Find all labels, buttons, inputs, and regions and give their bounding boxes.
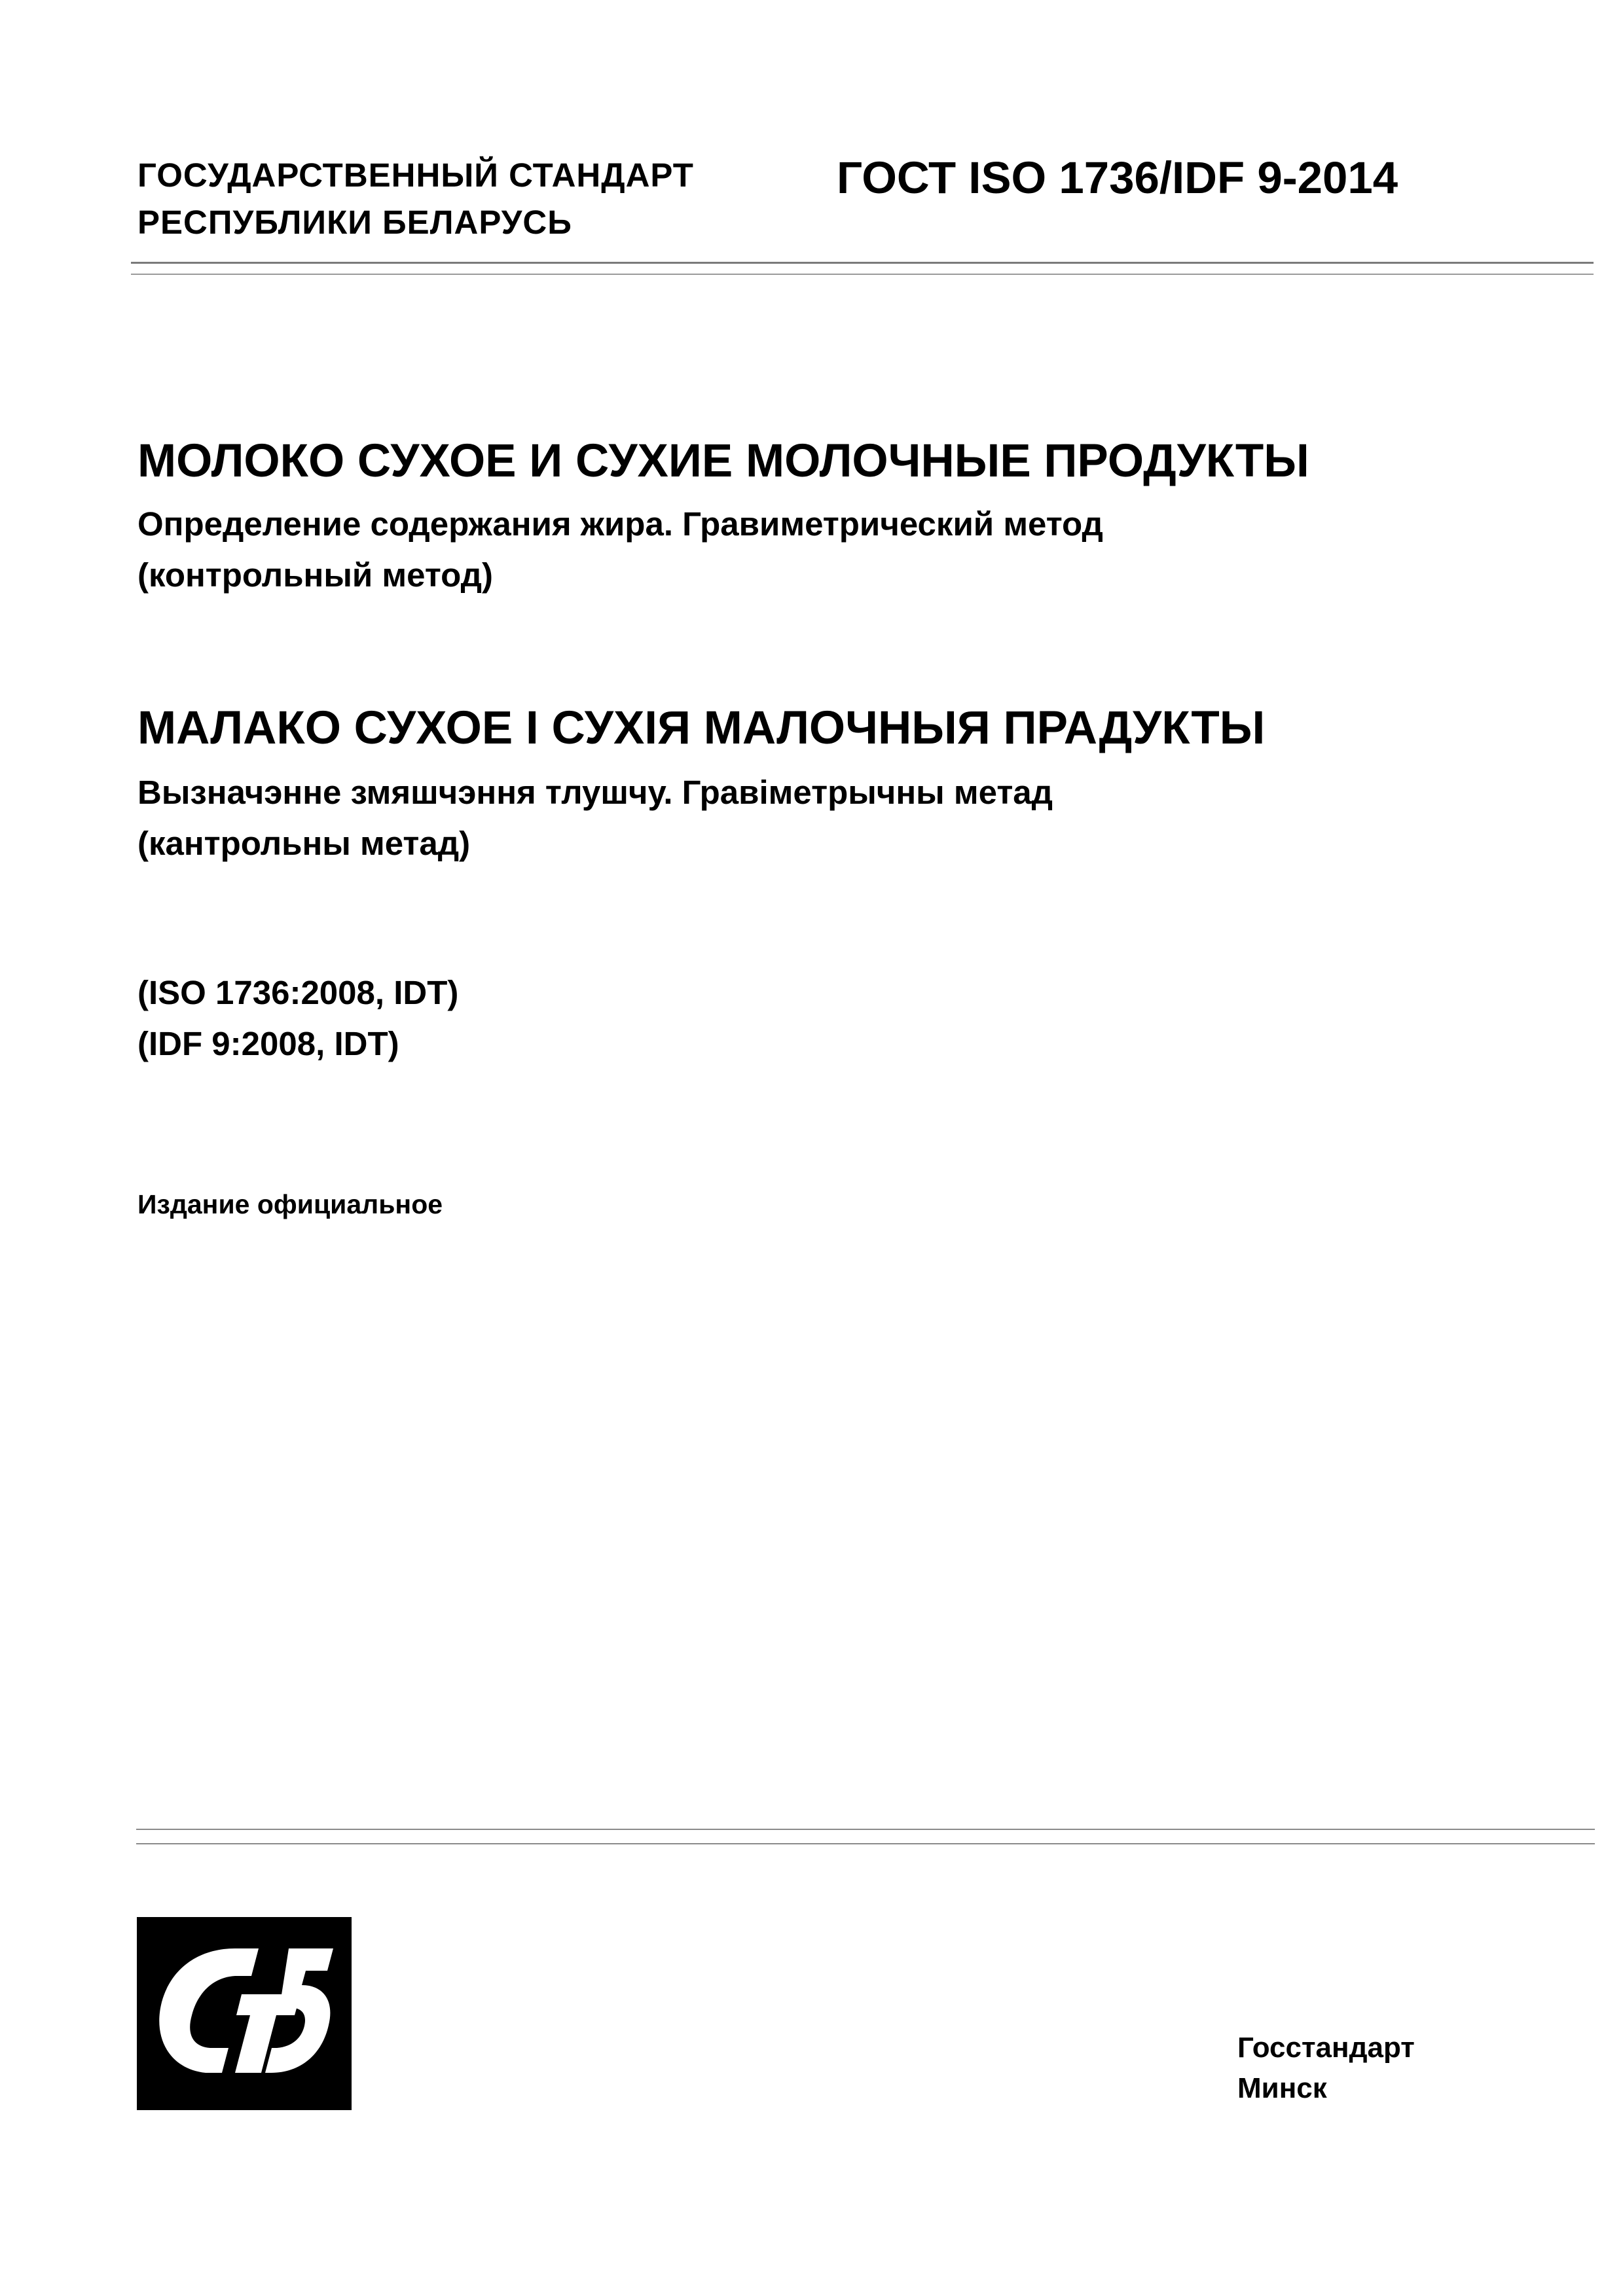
subtitle-russian-line2: (контрольный метод) [137, 556, 493, 594]
international-references [137, 967, 458, 1069]
title-belarusian: МАЛАКО СУХОЕ І СУХІЯ МАЛОЧНЫЯ ПРАДУКТЫ [137, 702, 1266, 754]
publisher-name: Госстандарт [1237, 2032, 1415, 2064]
header-divider-bottom [131, 274, 1594, 275]
idf-reference: (IDF 9:2008, IDT) [137, 1025, 399, 1062]
publisher [1237, 2028, 1415, 2109]
stb-logo-icon [137, 1917, 352, 2110]
subtitle-russian-line1: Определение содержания жира. Гравиметрический метод [137, 505, 1103, 543]
standard-designation: ГОСТ ISO 1736/IDF 9-2014 [837, 152, 1398, 203]
edition-note: Издание официальное [137, 1189, 443, 1219]
subtitle-russian [137, 499, 1103, 601]
footer-divider-bottom [136, 1843, 1595, 1844]
standard-type-line2: РЕСПУБЛИКИ БЕЛАРУСЬ [137, 204, 572, 241]
subtitle-belarusian-line2: (кантрольны метад) [137, 825, 471, 862]
publisher-city: Минск [1237, 2072, 1327, 2104]
subtitle-belarusian-line1: Вызначэнне змяшчэння тлушчу. Гравіметрычны метад [137, 774, 1053, 811]
title-russian: МОЛОКО СУХОЕ И СУХИЕ МОЛОЧНЫЕ ПРОДУКТЫ [137, 435, 1309, 487]
subtitle-belarusian [137, 767, 1053, 869]
standard-type [137, 152, 694, 246]
iso-reference: (ISO 1736:2008, IDT) [137, 974, 459, 1011]
footer-divider-top [136, 1829, 1595, 1830]
standard-type-line1: ГОСУДАРСТВЕННЫЙ СТАНДАРТ [137, 156, 694, 194]
header-divider-top [131, 262, 1594, 264]
